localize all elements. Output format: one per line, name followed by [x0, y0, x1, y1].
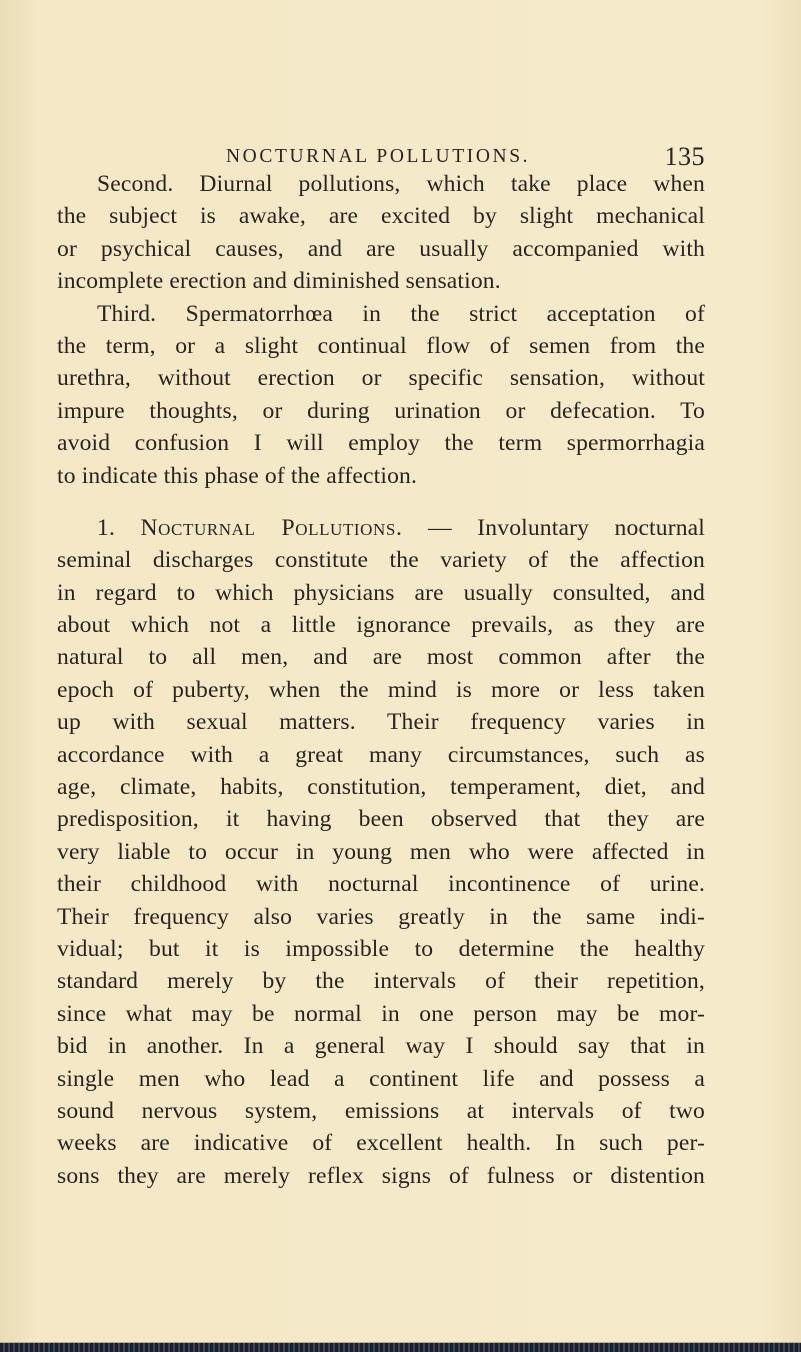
scan-bottom-edge	[0, 1342, 801, 1352]
text-line: incomplete erection and diminished sensation.	[57, 268, 501, 295]
text-line: natural to all men, and are most common after the	[57, 644, 705, 671]
section-first-line-text: Involuntary nocturnal	[477, 514, 705, 541]
text-line: avoid confusion I will employ the term spermorrhagia	[57, 430, 705, 457]
text-line: very liable to occur in young men who were affected in	[57, 838, 705, 865]
section-heading: Nocturnal Pollutions.	[140, 514, 403, 541]
text-line: or psychical causes, and are usually accompanied with	[57, 235, 705, 262]
running-title: NOCTURNAL POLLUTIONS.	[226, 146, 531, 167]
paragraph-nocturnal-pollutions	[57, 512, 705, 1192]
text-line: the term, or a slight continual flow of semen from the	[57, 332, 705, 359]
text-line: age, climate, habits, constitution, temperament, diet, and	[57, 774, 705, 801]
text-line: to indicate this phase of the affection.	[57, 462, 418, 489]
text-line: since what may be normal in one person may be mor-	[57, 1000, 705, 1027]
text-line: predisposition, it having been observed that they are	[57, 806, 705, 833]
text-line: vidual; but it is impossible to determine the healthy	[57, 935, 705, 962]
text-line: accordance with a great many circumstances, such as	[57, 741, 705, 768]
page-number: 135	[664, 142, 705, 171]
text-line: up with sexual matters. Their frequency varies in	[57, 709, 705, 736]
text-line: seminal discharges constitute the variety of the affection	[57, 547, 705, 574]
em-dash: —	[402, 514, 478, 541]
text-line: impure thoughts, or during urination or defecation. To	[57, 397, 705, 424]
text-line: bid in another. In a general way I should say that in	[57, 1033, 705, 1060]
text-line: their childhood with nocturnal incontinence of urine.	[57, 871, 705, 898]
text-line: epoch of puberty, when the mind is more or less taken	[57, 676, 705, 703]
text-line: urethra, without erection or specific sensation, without	[57, 365, 705, 392]
text-line: about which not a little ignorance prevails, as they are	[57, 612, 705, 639]
text-line: in regard to which physicians are usually consulted, and	[57, 579, 705, 606]
paragraph-spacer	[57, 492, 705, 512]
text-line: sound nervous system, emissions at intervals of two	[57, 1097, 705, 1124]
text-line: single men who lead a continent life and possess a	[57, 1065, 705, 1092]
text-line: Second. Diurnal pollutions, which take place when	[97, 171, 705, 197]
text-line: Third. Spermatorrhœa in the strict acceptation of	[97, 300, 705, 327]
text-line: standard merely by the intervals of their repetition,	[57, 968, 705, 995]
text-line: sons they are merely reflex signs of fulness or distention	[57, 1162, 705, 1189]
paragraph-diurnal-pollutions	[57, 168, 705, 298]
text-line: weeks are indicative of excellent health. In such per-	[57, 1130, 705, 1157]
section-first-line	[57, 512, 705, 544]
text-line: the subject is awake, are excited by slight mechanical	[57, 203, 705, 230]
body-text	[57, 168, 705, 1192]
paragraph-spermatorrhoea	[57, 298, 705, 492]
text-line: Their frequency also varies greatly in the same indi-	[57, 903, 705, 930]
section-number: 1.	[97, 514, 115, 541]
